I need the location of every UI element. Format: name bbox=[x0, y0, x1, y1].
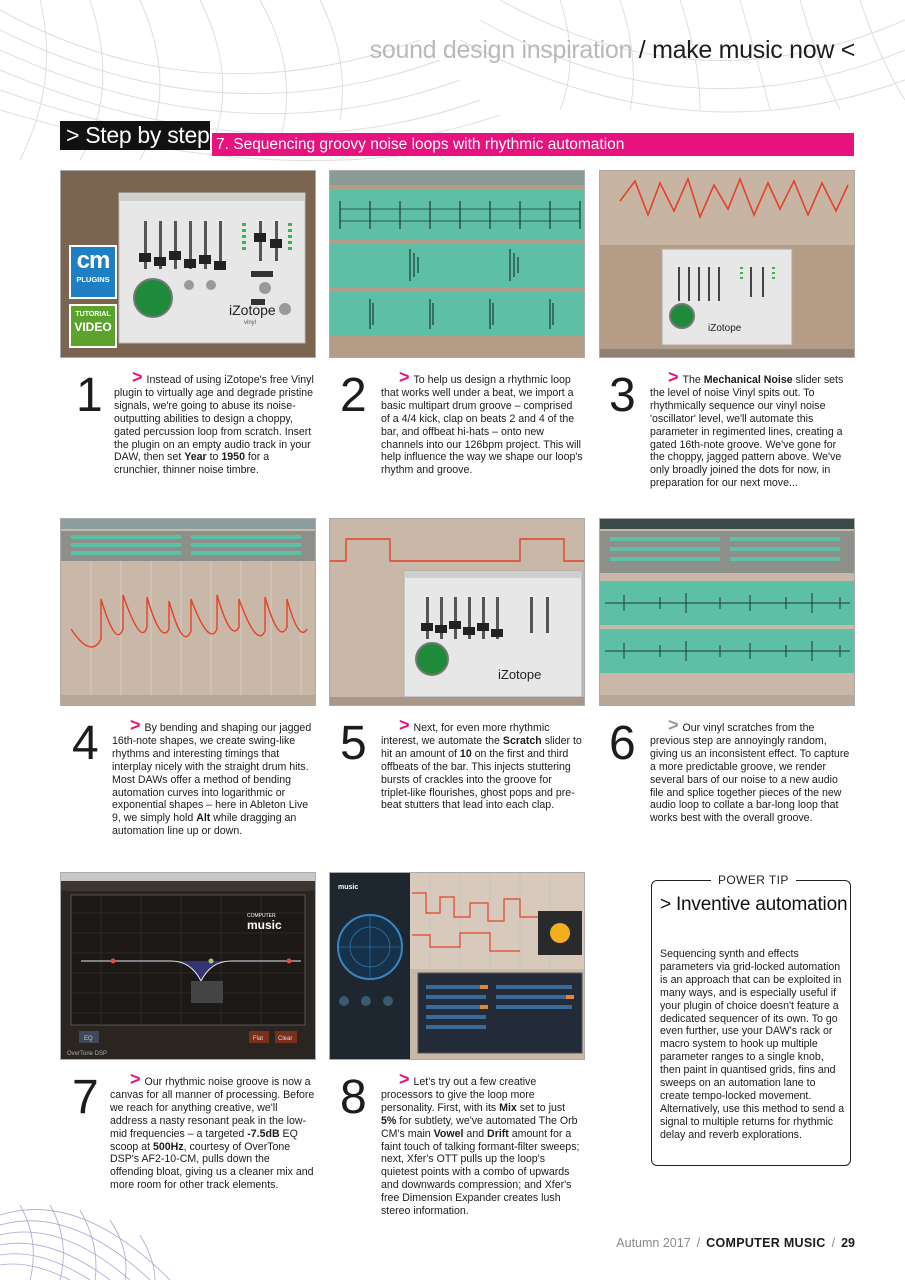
step-7 bbox=[72, 1069, 317, 1204]
screenshot-7-eq-plugin bbox=[60, 872, 316, 1060]
tutorial-video-badge: TUTORIAL VIDEO bbox=[69, 304, 117, 348]
step-number: 5 bbox=[340, 717, 367, 770]
step-text: > Our vinyl scratches from the previous step are annoyingly random, giving us an inconsistent effect. To capture a more predictable groove, we render several bars of our noise to a new audio file and splice together pieces of the new audio loop to collate a bar-long loop that works best with the overall groove. bbox=[650, 715, 850, 825]
page-header bbox=[370, 36, 855, 65]
section-name: sound design inspiration bbox=[369, 36, 633, 64]
page-footer bbox=[616, 1236, 855, 1250]
izotope-logo-5: iZotope bbox=[498, 667, 542, 682]
izotope-logo-3: iZotope bbox=[708, 323, 742, 334]
power-tip-label: POWER TIP bbox=[711, 873, 796, 887]
step-number: 3 bbox=[609, 369, 636, 422]
step-4 bbox=[72, 715, 317, 850]
step-text: > Our rhythmic noise groove is now a canvas for all manner of processing. Before we reach for anything creative, we'll address a nasty resonant peak in the low-mid frequencies – a targeted -7.5dB EQ scoop at 500Hz, courtesy of OverTone DSP's AF2-10-CM, pulls down the offending bloat, giving us a cleaner mix and more room for other track elements. bbox=[110, 1069, 315, 1192]
screenshot-6-rendered-audio bbox=[599, 518, 855, 706]
step-number: 6 bbox=[609, 717, 636, 770]
step-number: 7 bbox=[72, 1071, 99, 1124]
step-8 bbox=[340, 1069, 585, 1218]
izotope-logo-1: iZotope bbox=[229, 302, 276, 318]
flat-button: Flat bbox=[253, 1036, 264, 1042]
vinyl-sub-1: vinyl bbox=[244, 320, 257, 326]
header-slash: / bbox=[638, 36, 646, 64]
step-2 bbox=[340, 367, 585, 492]
step-text: > By bending and shaping our jagged 16th-note shapes, we create swing-like rhythms and interesting timings that interplay nicely with the straight drum hits. Most DAWs offer a method of bending automation curves into logarithmic or exponential shapes – here in Ableton Live 9, we simply hold Alt while dragging an automation line up or down. bbox=[112, 715, 312, 838]
step-1 bbox=[76, 367, 316, 492]
magazine-name: COMPUTER MUSIC bbox=[706, 1236, 826, 1250]
footer-sep-2: / bbox=[831, 1236, 836, 1250]
power-tip-title: > Inventive automation bbox=[660, 894, 848, 915]
eq-button: EQ bbox=[84, 1036, 93, 1042]
article-title: 7. Sequencing groovy noise loops with rhythmic automation bbox=[212, 133, 854, 156]
step-number: 8 bbox=[340, 1071, 367, 1124]
step-text: > Next, for even more rhythmic interest, we automate the Scratch slider to hit an amount of 10 on the first and third offbeats of the bar. This injects stuttering bursts of crackles into the groove for triplet-like flourishes, ghost pops and pre-beat stutters that lead into each clap. bbox=[381, 715, 582, 812]
step-by-step-label: > Step by step bbox=[60, 121, 210, 150]
step-text: > To help us design a rhythmic loop that works well under a beat, we import a basic multipart drum groove – comprised of a 4/4 kick, clap on beats 2 and 4 of the bar, and offbeat hi-hats – onto new channels into our 126bpm project. This will help influence the way we shape our loop's rhythm and groove. bbox=[381, 367, 583, 477]
step-6 bbox=[609, 715, 854, 840]
step-number: 1 bbox=[76, 369, 103, 422]
footer-sep: / bbox=[696, 1236, 701, 1250]
step-text: > The Mechanical Noise slider sets the level of noise Vinyl spits out. To rhythmically sequence our vinyl noise 'oscillator' level, we'll automate this parameter in regimented lines, creating a gated 16th-note groove. We've gone for the choppy, jagged pattern above. We've only broadly joined the dots for now, in preparation for our next move... bbox=[650, 367, 844, 490]
cm-logo-small: COMPUTER bbox=[247, 913, 276, 919]
power-tip-body: Sequencing synth and effects parameters via grid-locked automation is an approach that can be exploited in many ways, and is especially useful if your plugin of choice doesn't feature a dedicated sequencer of its own. To go even further, use your DAW's rack or macro system to hook up multiple parameter ranges to a single knob, then paint in quantised grids, fins and sweeps on an automation lane to create tempo-locked movement. Alternatively, use this method to send a signal to multiple returns for rhythmic delay and reverb explorations. bbox=[660, 948, 845, 1141]
clear-button: Clear bbox=[278, 1036, 293, 1042]
screenshot-8-creative-processors bbox=[329, 872, 585, 1060]
screenshot-4-curved-automation bbox=[60, 518, 316, 706]
cm-logo-orb: music bbox=[338, 884, 359, 891]
cm-plugins-badge: cm PLUGINS bbox=[69, 245, 117, 299]
screenshot-3-automation bbox=[599, 170, 855, 358]
step-5 bbox=[340, 715, 585, 840]
section-title: make music now < bbox=[652, 36, 855, 64]
screenshot-2-drum-tracks bbox=[329, 170, 585, 358]
cm-logo-music: music bbox=[247, 918, 282, 932]
page-number: 29 bbox=[841, 1236, 855, 1250]
step-text: > Let's try out a few creative processors to give the loop more personality. First, with its Mix set to just 5% for subtlety, we've automated The Orb CM's main Vowel and Drift amount for a faint touch of talking formant-filter sweeps; next, Xfer's OTT pulls up the loop's quietest points with a combo of upwards and downwards compression; and Xfer's free Dimension Expander creates lush stereo information. bbox=[381, 1069, 580, 1218]
step-number: 2 bbox=[340, 369, 367, 422]
issue-season: Autumn 2017 bbox=[616, 1236, 691, 1250]
step-text: > Instead of using iZotope's free Vinyl plugin to virtually age and degrade pristine signals, we're going to abuse its noise-outputting abilities to design a choppy, gated percussion loop from scratch. Insert the plugin on an empty audio track in your DAW, then set Year to 1950 for a crunchier, thinner noise timbre. bbox=[114, 367, 314, 477]
step-3 bbox=[609, 367, 854, 492]
overtone-label: OverTone DSP bbox=[67, 1051, 108, 1057]
screenshot-5-scratch-automation bbox=[329, 518, 585, 706]
step-number: 4 bbox=[72, 717, 99, 770]
